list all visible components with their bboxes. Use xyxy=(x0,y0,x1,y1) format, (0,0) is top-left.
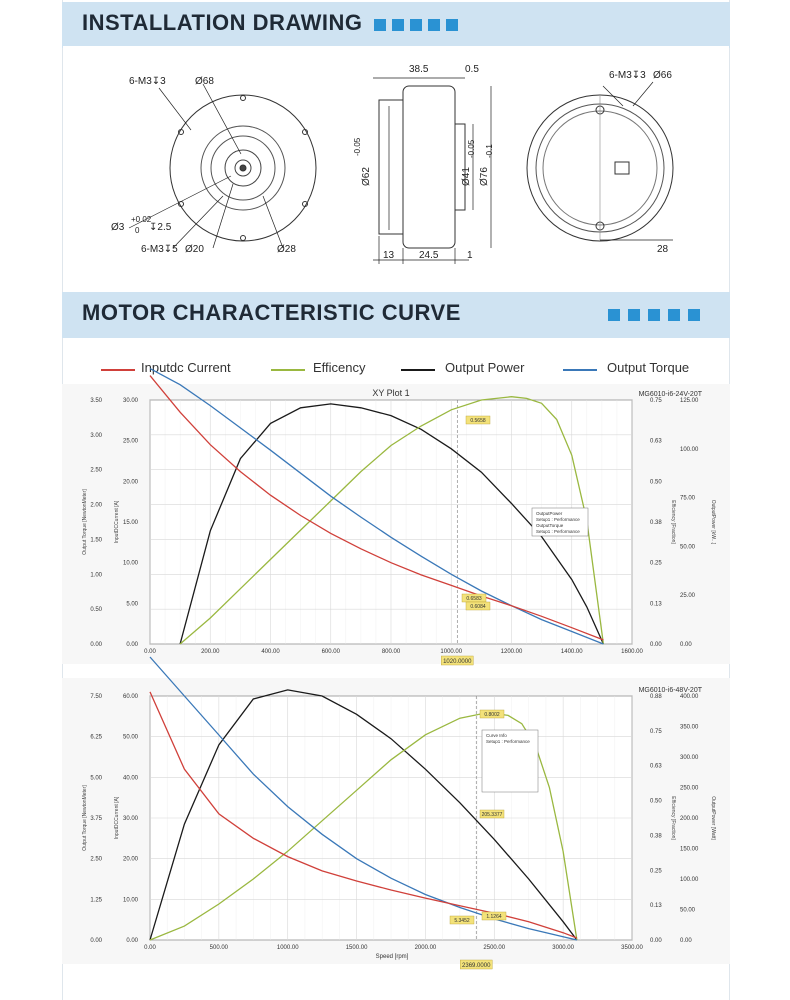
torque-tick-label: 3.00 xyxy=(90,432,102,439)
eff-tick-label: 0.63 xyxy=(650,438,662,445)
torque-tick-label: 3.50 xyxy=(90,398,102,404)
front-d28-label: Ø28 xyxy=(277,244,296,255)
front-d68-label: Ø68 xyxy=(195,76,214,87)
front-hole xyxy=(241,236,246,241)
eff-tick-label: 0.13 xyxy=(650,903,662,910)
x-tick-label: 0.00 xyxy=(144,945,156,951)
eff-tick-label: 0.25 xyxy=(650,868,662,875)
torque-tick-label: 0.00 xyxy=(90,938,102,944)
banner-square xyxy=(392,19,404,31)
front-shaft-tol0-label: 0 xyxy=(135,226,140,235)
power-tick-label: 75.00 xyxy=(680,495,696,502)
front-shaft-b-label: ↧2.5 xyxy=(149,222,172,233)
y-axis-title: Efficiency [Fraction] xyxy=(670,796,676,840)
x-axis-title: Speed [rpm] xyxy=(375,954,409,960)
side-d41-label: Ø41 xyxy=(461,167,472,186)
power-tick-label: 0.00 xyxy=(680,938,692,944)
current-tick-label: 5.00 xyxy=(126,601,138,608)
value-marker-label: 0.8002 xyxy=(484,712,500,718)
cursor-label: 1020.0000 xyxy=(443,659,472,665)
current-tick-label: 10.00 xyxy=(122,897,138,904)
chart-48v xyxy=(62,678,730,969)
power-tick-label: 100.00 xyxy=(680,446,699,453)
eff-tick-label: 0.75 xyxy=(650,398,662,404)
side-d62-label: Ø62 xyxy=(361,167,372,186)
y-axis-title: InputDCCurrent [A] xyxy=(114,500,120,544)
torque-tick-label: 7.50 xyxy=(90,694,102,700)
side-gap-label: 0.5 xyxy=(465,64,479,75)
x-tick-label: 200.00 xyxy=(201,649,220,655)
eff-tick-label: 0.88 xyxy=(650,694,662,700)
back-connector xyxy=(615,162,629,174)
banner-square xyxy=(446,19,458,31)
legend-torque: Output Torque xyxy=(607,360,690,375)
banner-square xyxy=(648,309,660,321)
side-width-label: 38.5 xyxy=(409,64,429,75)
y-axis-title: Efficiency [Fraction] xyxy=(670,500,676,544)
front-shaft-tol-label: +0.02 xyxy=(131,215,152,224)
side-d62-tol-label: -0.05 xyxy=(353,137,362,156)
chart-24v xyxy=(62,384,730,664)
front-holes-label: 6-M3↧3 xyxy=(129,76,166,87)
legend-swatch-torque xyxy=(563,369,597,371)
eff-tick-label: 0.50 xyxy=(650,479,662,486)
banner-square xyxy=(668,309,680,321)
plot-legend-text: Setup1 : Performance xyxy=(536,529,580,534)
legend-swatch-current xyxy=(101,369,135,371)
x-tick-label: 3500.00 xyxy=(621,945,643,951)
y-axis-title: OutputPower [Watt] xyxy=(710,796,716,840)
back-28-label: 28 xyxy=(657,244,669,255)
x-tick-label: 500.00 xyxy=(209,945,229,951)
side-flange xyxy=(379,100,403,234)
eff-tick-label: 0.63 xyxy=(650,763,662,770)
value-marker-label: 0.6084 xyxy=(470,604,486,610)
leader-line xyxy=(263,196,283,248)
current-tick-label: 20.00 xyxy=(122,856,138,863)
side-245-label: 24.5 xyxy=(419,250,439,261)
x-tick-label: 1600.00 xyxy=(621,649,643,655)
leader-line xyxy=(159,88,191,130)
x-tick-label: 400.00 xyxy=(261,649,280,655)
power-tick-label: 0.00 xyxy=(680,642,692,648)
power-tick-label: 50.00 xyxy=(680,544,696,551)
power-tick-label: 400.00 xyxy=(680,694,699,700)
y-axis-title: Output Torque [NewtonMeter] xyxy=(82,785,88,851)
eff-tick-label: 0.00 xyxy=(650,642,662,648)
value-marker-label: 205.3377 xyxy=(481,812,503,818)
plot-legend-text: Curve Info xyxy=(486,733,507,738)
value-marker-label: 0.6583 xyxy=(466,596,482,602)
torque-tick-label: 1.00 xyxy=(90,572,102,579)
torque-tick-label: 6.25 xyxy=(90,734,102,741)
power-tick-label: 50.00 xyxy=(680,907,696,914)
eff-tick-label: 0.25 xyxy=(650,560,662,567)
power-tick-label: 300.00 xyxy=(680,755,699,761)
current-tick-label: 0.00 xyxy=(126,642,138,648)
leader-line xyxy=(603,86,623,106)
eff-tick-label: 0.00 xyxy=(650,938,662,944)
value-marker-label: 1.1264 xyxy=(486,914,502,920)
torque-tick-label: 2.50 xyxy=(90,467,102,474)
front-bottom-holes-label: 6-M3↧5 xyxy=(141,244,178,255)
current-tick-label: 30.00 xyxy=(122,816,138,822)
power-tick-label: 125.00 xyxy=(680,398,699,404)
x-tick-label: 1500.00 xyxy=(345,945,368,951)
side-d76-tol-label: -0.1 xyxy=(485,144,494,158)
current-tick-label: 25.00 xyxy=(122,438,138,445)
front-d20-label: Ø20 xyxy=(185,244,204,255)
current-tick-label: 30.00 xyxy=(122,398,138,404)
x-tick-label: 1200.00 xyxy=(500,649,523,655)
side-d41-tol-label: -0.05 xyxy=(467,139,476,158)
chart-title: XY Plot 1 xyxy=(372,388,410,398)
side-body xyxy=(403,86,455,248)
power-tick-label: 350.00 xyxy=(680,724,699,731)
current-tick-label: 15.00 xyxy=(122,520,138,526)
power-tick-label: 250.00 xyxy=(680,785,699,792)
x-tick-label: 800.00 xyxy=(381,649,401,655)
legend-current: Inputdc Current xyxy=(141,360,231,375)
value-marker-label: 0.5658 xyxy=(470,418,486,424)
x-tick-label: 1000.00 xyxy=(440,649,463,655)
current-tick-label: 20.00 xyxy=(122,479,138,486)
current-tick-label: 40.00 xyxy=(122,775,138,782)
plot-legend-text: Setup1 : Performance xyxy=(486,739,530,744)
y-axis-title: Output Torque [NewtonMeter] xyxy=(82,489,88,555)
side-1-label: 1 xyxy=(467,250,473,261)
legend-swatch-efficiency xyxy=(271,369,305,371)
y-axis-title: InputDCCurrent [A] xyxy=(114,796,120,840)
installation-banner xyxy=(62,2,730,48)
motor-curve-title: MOTOR CHARACTERISTIC CURVE xyxy=(82,300,461,325)
x-tick-label: 1400.00 xyxy=(560,649,583,655)
x-tick-label: 600.00 xyxy=(321,649,340,655)
side-view xyxy=(373,78,491,264)
torque-tick-label: 1.50 xyxy=(90,537,102,544)
chart-legend xyxy=(63,360,729,380)
torque-tick-label: 0.50 xyxy=(90,607,102,614)
current-tick-label: 0.00 xyxy=(126,938,138,944)
torque-tick-label: 3.75 xyxy=(90,816,102,822)
back-holes-label: 6-M3↧3 xyxy=(609,70,646,81)
legend-efficiency: Efficency xyxy=(313,360,366,375)
front-hole xyxy=(241,96,246,101)
cursor-label: 2369.0000 xyxy=(462,963,491,969)
leader-line xyxy=(633,82,653,106)
front-shaft-center xyxy=(240,165,246,171)
side-d76-label: Ø76 xyxy=(479,167,490,186)
banner-square xyxy=(628,309,640,321)
torque-tick-label: 1.25 xyxy=(90,897,102,904)
x-tick-label: 1000.00 xyxy=(276,945,299,951)
current-tick-label: 50.00 xyxy=(122,734,138,741)
back-d66-label: Ø66 xyxy=(653,70,672,81)
installation-drawing xyxy=(63,46,729,294)
motor-curve-banner xyxy=(62,292,730,338)
y-axis-title: OutputPower [kW...] xyxy=(710,499,716,545)
x-tick-label: 2000.00 xyxy=(414,945,437,951)
eff-tick-label: 0.13 xyxy=(650,601,662,608)
legend-power: Output Power xyxy=(445,360,525,375)
x-tick-label: 2500.00 xyxy=(483,945,506,951)
chart-model: MG6010-i6-24V-20T xyxy=(638,391,702,398)
banner-square xyxy=(374,19,386,31)
side-13-label: 13 xyxy=(383,250,395,261)
power-tick-label: 200.00 xyxy=(680,816,699,822)
plot-legend-text: Setup1 : Performance xyxy=(536,517,580,522)
torque-tick-label: 0.00 xyxy=(90,642,102,648)
current-tick-label: 60.00 xyxy=(122,694,138,700)
eff-tick-label: 0.75 xyxy=(650,728,662,735)
eff-tick-label: 0.38 xyxy=(650,833,662,840)
power-tick-label: 150.00 xyxy=(680,846,699,853)
torque-tick-label: 2.00 xyxy=(90,502,102,509)
banner-square xyxy=(688,309,700,321)
torque-tick-label: 2.50 xyxy=(90,856,102,863)
installation-title: INSTALLATION DRAWING xyxy=(82,10,363,35)
power-tick-label: 25.00 xyxy=(680,593,696,600)
legend-swatch-power xyxy=(401,369,435,371)
power-tick-label: 100.00 xyxy=(680,877,699,883)
banner-square xyxy=(608,309,620,321)
plot-legend-text: OutputTorque xyxy=(536,523,564,528)
eff-tick-label: 0.50 xyxy=(650,798,662,805)
eff-tick-label: 0.38 xyxy=(650,520,662,526)
current-tick-label: 10.00 xyxy=(122,560,138,567)
back-view xyxy=(527,82,673,241)
banner-square xyxy=(428,19,440,31)
banner-square xyxy=(410,19,422,31)
chart-model: MG6010-i6-48V-20T xyxy=(638,687,702,694)
torque-tick-label: 5.00 xyxy=(90,775,102,782)
x-tick-label: 3000.00 xyxy=(552,945,574,951)
value-marker-label: 5.3452 xyxy=(454,918,470,924)
front-shaft-a-label: Ø3 xyxy=(111,222,125,233)
x-tick-label: 0.00 xyxy=(144,649,156,655)
plot-legend-text: OutputPower xyxy=(536,511,563,516)
